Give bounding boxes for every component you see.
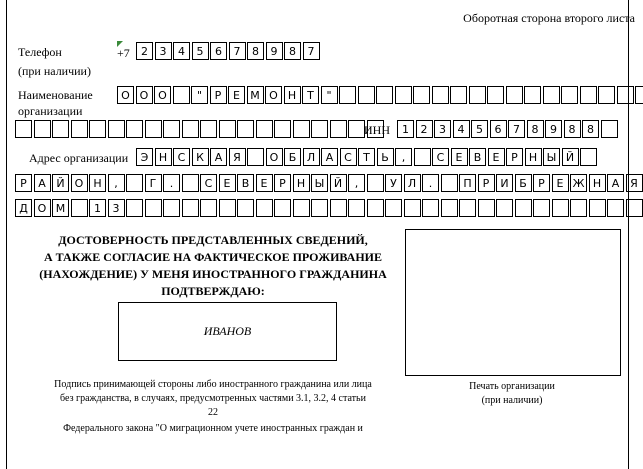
char-cell[interactable]: 4 <box>173 42 190 60</box>
org-name-label-line2: организации <box>18 104 83 118</box>
signature-value: ИВАНОВ <box>203 324 252 338</box>
char-cell[interactable] <box>626 199 643 217</box>
char-cell[interactable] <box>478 199 495 217</box>
statement-line-4: ПОДТВЕРЖДАЮ: <box>161 284 265 298</box>
char-cell[interactable]: Т <box>302 86 319 104</box>
char-cell[interactable] <box>163 199 180 217</box>
char-cell[interactable] <box>293 120 310 138</box>
char-cell[interactable]: О <box>117 86 134 104</box>
char-cell[interactable] <box>367 174 384 192</box>
char-cell[interactable] <box>182 120 199 138</box>
char-cell[interactable] <box>311 120 328 138</box>
char-cell[interactable]: Й <box>52 174 69 192</box>
char-cell[interactable]: Р <box>210 86 227 104</box>
char-cell[interactable] <box>570 199 587 217</box>
char-cell[interactable] <box>219 120 236 138</box>
signature-caption-line-4: Федерального закона "О миграционном учете иностранных граждан и <box>63 423 363 434</box>
char-cell[interactable]: М <box>52 199 69 217</box>
char-cell[interactable] <box>580 148 597 166</box>
char-cell[interactable] <box>635 86 643 104</box>
char-cell[interactable]: , <box>395 148 412 166</box>
char-cell[interactable] <box>274 199 291 217</box>
stamp-caption <box>405 380 619 408</box>
char-cell[interactable] <box>237 120 254 138</box>
char-cell[interactable]: 8 <box>247 42 264 60</box>
char-cell[interactable] <box>487 86 504 104</box>
char-cell[interactable] <box>348 199 365 217</box>
address-label: Адрес организации <box>29 151 129 165</box>
char-cell[interactable]: , <box>348 174 365 192</box>
char-cell[interactable] <box>607 199 624 217</box>
char-cell[interactable] <box>561 86 578 104</box>
char-cell[interactable]: , <box>108 174 125 192</box>
char-cell[interactable]: . <box>163 174 180 192</box>
char-cell[interactable] <box>182 199 199 217</box>
org-name-row-2[interactable] <box>15 120 385 138</box>
char-cell[interactable]: Э <box>136 148 153 166</box>
char-cell[interactable]: О <box>136 86 153 104</box>
char-cell[interactable]: В <box>469 148 486 166</box>
char-cell[interactable]: 1 <box>89 199 106 217</box>
char-cell[interactable]: 3 <box>108 199 125 217</box>
char-cell[interactable] <box>552 199 569 217</box>
char-cell[interactable]: " <box>321 86 338 104</box>
char-cell[interactable]: О <box>265 86 282 104</box>
char-cell[interactable]: 4 <box>453 120 470 138</box>
char-cell[interactable]: 9 <box>545 120 562 138</box>
char-cell[interactable]: Ы <box>311 174 328 192</box>
phone-label-line2: (при наличии) <box>18 64 91 78</box>
char-cell[interactable]: 6 <box>210 42 227 60</box>
char-cell[interactable]: Л <box>303 148 320 166</box>
char-cell[interactable] <box>293 199 310 217</box>
char-cell[interactable]: 5 <box>471 120 488 138</box>
char-cell[interactable]: Ь <box>377 148 394 166</box>
char-cell[interactable] <box>601 120 618 138</box>
char-cell[interactable] <box>71 120 88 138</box>
char-cell[interactable]: Т <box>358 148 375 166</box>
phone-label-line1: Телефон <box>18 45 62 59</box>
organization-stamp-box <box>405 229 621 376</box>
org-name-row-1[interactable] <box>117 86 643 104</box>
char-cell[interactable]: Р <box>15 174 32 192</box>
char-cell[interactable]: Н <box>589 174 606 192</box>
char-cell[interactable]: 7 <box>229 42 246 60</box>
char-cell[interactable]: О <box>71 174 88 192</box>
char-cell[interactable] <box>15 120 32 138</box>
char-cell[interactable] <box>414 148 431 166</box>
char-cell[interactable]: Я <box>626 174 643 192</box>
char-cell[interactable] <box>339 86 356 104</box>
char-cell[interactable]: Д <box>15 199 32 217</box>
signature-box[interactable] <box>118 302 337 361</box>
char-cell[interactable]: Л <box>404 174 421 192</box>
char-cell[interactable] <box>145 120 162 138</box>
signature-caption-line-2: без гражданства, в случаях, предусмотренных частями 3.1, 3.2, 4 статьи <box>60 393 366 404</box>
char-cell[interactable]: Ы <box>543 148 560 166</box>
char-cell[interactable]: Б <box>515 174 532 192</box>
char-cell[interactable]: 3 <box>434 120 451 138</box>
signature-caption <box>12 378 414 436</box>
char-cell[interactable] <box>145 199 162 217</box>
char-cell[interactable]: 5 <box>192 42 209 60</box>
char-cell[interactable]: . <box>422 174 439 192</box>
char-cell[interactable]: 9 <box>266 42 283 60</box>
char-cell[interactable]: 7 <box>508 120 525 138</box>
char-cell[interactable] <box>237 199 254 217</box>
org-name-label-line1: Наименование <box>18 88 93 102</box>
char-cell[interactable] <box>330 199 347 217</box>
char-cell[interactable] <box>543 86 560 104</box>
char-cell[interactable]: Р <box>533 174 550 192</box>
char-cell[interactable] <box>422 199 439 217</box>
char-cell[interactable]: С <box>340 148 357 166</box>
char-cell[interactable]: Ж <box>570 174 587 192</box>
char-cell[interactable] <box>358 86 375 104</box>
char-cell[interactable] <box>524 86 541 104</box>
char-cell[interactable]: Е <box>552 174 569 192</box>
char-cell[interactable] <box>589 199 606 217</box>
char-cell[interactable] <box>432 86 449 104</box>
char-cell[interactable]: Н <box>525 148 542 166</box>
char-cell[interactable]: П <box>459 174 476 192</box>
char-cell[interactable]: К <box>192 148 209 166</box>
char-cell[interactable]: 7 <box>303 42 320 60</box>
char-cell[interactable]: Я <box>229 148 246 166</box>
char-cell[interactable]: Е <box>451 148 468 166</box>
signature-caption-line-3: 22 <box>208 407 218 418</box>
inn-digits-row[interactable] <box>397 120 619 138</box>
char-cell[interactable] <box>173 86 190 104</box>
char-cell[interactable]: М <box>247 86 264 104</box>
char-cell[interactable]: Н <box>293 174 310 192</box>
char-cell[interactable] <box>367 199 384 217</box>
char-cell[interactable] <box>126 120 143 138</box>
char-cell[interactable]: У <box>385 174 402 192</box>
char-cell[interactable]: " <box>191 86 208 104</box>
char-cell[interactable]: 1 <box>397 120 414 138</box>
char-cell[interactable] <box>163 120 180 138</box>
char-cell[interactable] <box>617 86 634 104</box>
char-cell[interactable] <box>71 199 88 217</box>
char-cell[interactable] <box>404 199 421 217</box>
statement-line-2: А ТАКЖЕ СОГЛАСИЕ НА ФАКТИЧЕСКОЕ ПРОЖИВАНИЕ <box>43 250 383 264</box>
char-cell[interactable] <box>89 120 106 138</box>
sheet-side-title: Оборотная сторона второго листа <box>463 11 635 25</box>
char-cell[interactable]: Р <box>478 174 495 192</box>
char-cell[interactable] <box>450 86 467 104</box>
char-cell[interactable] <box>598 86 615 104</box>
char-cell[interactable]: Г <box>145 174 162 192</box>
char-cell[interactable] <box>219 199 236 217</box>
char-cell[interactable] <box>580 86 597 104</box>
inn-label: ИНН <box>364 123 390 137</box>
char-cell[interactable]: 2 <box>136 42 153 60</box>
char-cell[interactable] <box>311 199 328 217</box>
confirmation-statement <box>14 232 412 300</box>
char-cell[interactable]: О <box>154 86 171 104</box>
char-cell[interactable]: 8 <box>284 42 301 60</box>
char-cell[interactable]: 8 <box>582 120 599 138</box>
page-left-border <box>6 0 7 469</box>
char-cell[interactable]: О <box>34 199 51 217</box>
address-row-2[interactable] <box>15 174 643 192</box>
char-cell[interactable]: 3 <box>155 42 172 60</box>
char-cell[interactable]: Е <box>488 148 505 166</box>
char-cell[interactable] <box>395 86 412 104</box>
char-cell[interactable] <box>200 120 217 138</box>
char-cell[interactable]: 8 <box>527 120 544 138</box>
char-cell[interactable] <box>441 199 458 217</box>
char-cell[interactable]: А <box>210 148 227 166</box>
char-cell[interactable] <box>348 120 365 138</box>
char-cell[interactable]: С <box>432 148 449 166</box>
char-cell[interactable] <box>200 199 217 217</box>
char-cell[interactable] <box>330 120 347 138</box>
statement-line-1: ДОСТОВЕРНОСТЬ ПРЕДСТАВЛЕННЫХ СВЕДЕНИЙ, <box>58 233 368 247</box>
char-cell[interactable]: Е <box>219 174 236 192</box>
char-cell[interactable]: 6 <box>490 120 507 138</box>
org-name-label <box>18 89 93 118</box>
char-cell[interactable] <box>469 86 486 104</box>
statement-line-3: (НАХОЖДЕНИЕ) У МЕНЯ ИНОСТРАННОГО ГРАЖДАНИНА <box>39 267 387 281</box>
char-cell[interactable]: Й <box>330 174 347 192</box>
char-cell[interactable] <box>126 174 143 192</box>
stamp-caption-line-2: (при наличии) <box>481 395 543 406</box>
char-cell[interactable] <box>496 199 513 217</box>
char-cell[interactable] <box>385 199 402 217</box>
char-cell[interactable]: И <box>496 174 513 192</box>
char-cell[interactable] <box>441 174 458 192</box>
stamp-caption-line-1: Печать организации <box>469 381 555 392</box>
phone-label <box>18 46 91 78</box>
char-cell[interactable]: Е <box>228 86 245 104</box>
char-cell[interactable] <box>256 199 273 217</box>
char-cell[interactable]: А <box>607 174 624 192</box>
char-cell[interactable]: С <box>200 174 217 192</box>
char-cell[interactable] <box>126 199 143 217</box>
char-cell[interactable]: Р <box>506 148 523 166</box>
char-cell[interactable]: Й <box>562 148 579 166</box>
char-cell[interactable] <box>34 120 51 138</box>
char-cell[interactable] <box>459 199 476 217</box>
char-cell[interactable]: 2 <box>416 120 433 138</box>
char-cell[interactable] <box>376 86 393 104</box>
signature-caption-line-1: Подпись принимающей стороны либо иностранного гражданина или лица <box>54 379 372 390</box>
char-cell[interactable] <box>108 120 125 138</box>
char-cell[interactable] <box>274 120 291 138</box>
char-cell[interactable]: О <box>266 148 283 166</box>
char-cell[interactable] <box>413 86 430 104</box>
char-cell[interactable]: В <box>237 174 254 192</box>
char-cell[interactable] <box>515 199 532 217</box>
char-cell[interactable] <box>182 174 199 192</box>
char-cell[interactable] <box>533 199 550 217</box>
char-cell[interactable] <box>506 86 523 104</box>
address-row-3[interactable] <box>15 199 643 217</box>
phone-digits-row[interactable] <box>136 42 321 60</box>
char-cell[interactable]: С <box>173 148 190 166</box>
char-cell[interactable]: Е <box>256 174 273 192</box>
char-cell[interactable]: Н <box>155 148 172 166</box>
char-cell[interactable]: А <box>34 174 51 192</box>
char-cell[interactable]: Р <box>274 174 291 192</box>
page-right-border <box>628 0 629 469</box>
char-cell[interactable]: Б <box>284 148 301 166</box>
char-cell[interactable]: 8 <box>564 120 581 138</box>
char-cell[interactable] <box>247 148 264 166</box>
phone-prefix: +7 <box>117 46 130 60</box>
char-cell[interactable] <box>256 120 273 138</box>
char-cell[interactable] <box>52 120 69 138</box>
char-cell[interactable]: А <box>321 148 338 166</box>
char-cell[interactable]: Н <box>284 86 301 104</box>
char-cell[interactable]: Н <box>89 174 106 192</box>
address-row-1[interactable] <box>136 148 599 166</box>
